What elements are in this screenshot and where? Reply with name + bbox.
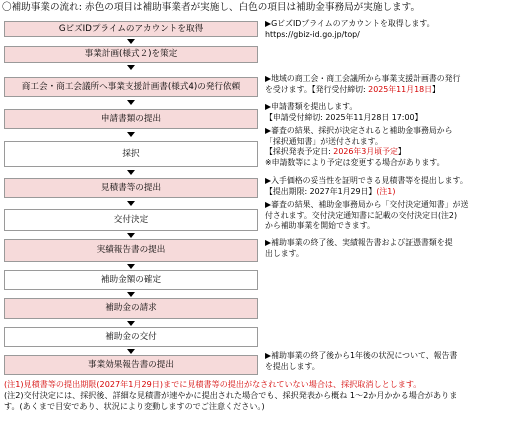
step-label: 申請書類の提出 (100, 113, 162, 124)
footer-note-1: (注1)見積書等の提出期限(2027年1月29日)までに見積書等の提出がなされていない場合は、採択取消しとします。 (4, 379, 422, 389)
note-grant-decision (265, 200, 503, 232)
arrow-down-icon (127, 201, 135, 206)
step-effect-report (4, 355, 258, 375)
step-support-plan-request (4, 77, 258, 97)
step-label: 補助金の請求 (105, 303, 157, 314)
note-adoption (265, 126, 503, 168)
note-ref: (注1) (376, 186, 396, 196)
note-text: 】 (432, 84, 440, 94)
header-prefix: 〇補助事業の流れ: (2, 2, 86, 13)
note-line: 出します。 (265, 248, 304, 258)
announce-date: 2026年3月頃予定 (333, 147, 398, 156)
note-line: ▶申請書類を提出します。 (265, 102, 358, 111)
arrow-down-icon (127, 264, 135, 269)
arrow-down-icon (127, 349, 135, 354)
note-line: ▶補助事業の終了後から1年後の状況について、報告書 (265, 351, 458, 360)
arrow-down-icon (127, 170, 135, 175)
step-label: 交付決定 (113, 214, 149, 225)
note-text: 】 (397, 147, 406, 156)
note-support-plan (265, 74, 503, 95)
step-label: 見積書等の提出 (100, 182, 162, 193)
arrow-down-icon (127, 233, 135, 238)
flow-header (2, 2, 420, 14)
note-line: ▶入手価格の妥当性を証明できる見積書等を提出します。 (265, 176, 468, 185)
note-application (265, 102, 503, 123)
arrow-down-icon (127, 39, 135, 44)
note-line (265, 85, 503, 96)
note-line: ▶審査の結果、補助金事務局から「交付決定通知書」が送 (265, 200, 469, 209)
gbiz-url-link[interactable]: https://gbiz-id.go.jp/top/ (265, 29, 360, 39)
step-label: 補助金の交付 (105, 331, 157, 342)
note-line: ▶審査の結果、採択が決定されると補助金事務局から (265, 126, 453, 135)
note-line: 「採択通知書」が送付されます。 (265, 136, 383, 146)
step-label: 商工会・商工会議所へ事業支援計画書(様式4)の発行依頼 (21, 81, 241, 92)
step-grant-claim (4, 298, 258, 319)
note-line: を提出します。 (265, 361, 320, 371)
step-label: GビズIDプライムのアカウントを取得 (58, 23, 204, 34)
note-line: ▶地域の商工会・商工会議所から事業支援計画書の発行 (265, 74, 461, 83)
step-label: 実績報告書の提出 (96, 245, 166, 256)
note-text: を受けます。【発行受付締切: (265, 84, 369, 94)
deadline-date: 2025年11月18日 (368, 84, 433, 94)
step-label: 補助金額の確定 (100, 274, 162, 285)
note-line: 付されます。交付決定通知書に記載の交付決定日(注2) (265, 210, 458, 220)
arrow-down-icon (127, 132, 135, 137)
note-line: ▶補助事業の終了後、実績報告書および証憑書類を提 (265, 238, 453, 247)
step-label: 事業計画(様式２)を策定 (84, 49, 178, 60)
footer-note-2-cont: す。(あくまで目安であり、状況により変動しますのでご注意ください。) (4, 401, 265, 411)
footer-note-2: (注2)交付決定には、採択後、詳細な見積書が速やかに提出された場合でも、採択発表から概ね 1～2か月かかる場合がありま (4, 390, 458, 400)
note-effect-report (265, 351, 503, 372)
step-adoption (4, 141, 258, 167)
header-main: 赤色の項目は補助事業者が実施し、白色の項目は補助金事務局が実施します。 (85, 2, 421, 13)
note-line: から補助事業を開始できます。 (265, 221, 375, 230)
note-text: 【採択発表予定日: (265, 147, 334, 156)
arrow-down-icon (127, 321, 135, 326)
step-label: 事業効果報告書の提出 (88, 359, 174, 370)
step-label: 採択 (122, 148, 140, 159)
step-business-plan (4, 46, 258, 63)
note-line: 【申請受付締切: 2025年11月28日 17:00】 (265, 112, 423, 122)
step-gbiz-account (4, 21, 258, 37)
arrow-down-icon (127, 292, 135, 297)
step-grant-payment (4, 327, 258, 347)
note-text: 【提出期限: 2027年1月29日】 (265, 186, 377, 196)
step-amount-confirm (4, 270, 258, 290)
arrow-down-icon (127, 100, 135, 105)
note-line (265, 147, 503, 158)
step-grant-decision (4, 209, 258, 231)
step-estimate-submit (4, 178, 258, 198)
note-line: ※申請数等により予定は変更する場合があります。 (265, 157, 445, 167)
step-results-report (4, 239, 258, 262)
note-line: ▶GビズIDプライムのアカウントを取得します。 (265, 19, 435, 28)
note-results-report (265, 238, 503, 259)
note-gbiz (265, 19, 503, 40)
note-estimate (265, 176, 503, 197)
step-application-submit (4, 109, 258, 129)
note-line (265, 187, 503, 198)
footer-notes (4, 379, 504, 412)
arrow-down-icon (127, 65, 135, 70)
